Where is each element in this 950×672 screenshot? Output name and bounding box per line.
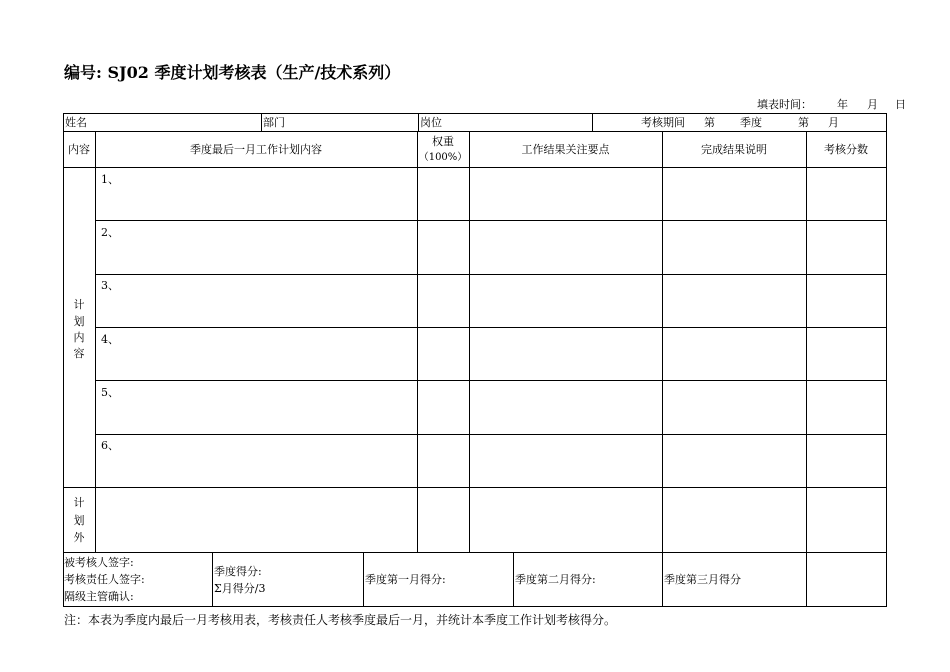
period-di: 第 bbox=[704, 116, 715, 129]
period-label: 考核期间 bbox=[641, 116, 685, 129]
month1-score-label: 季度第一月得分: bbox=[365, 573, 446, 586]
header-score: 考核分数 bbox=[824, 143, 868, 156]
position-label: 岗位 bbox=[420, 116, 442, 129]
header-result: 完成结果说明 bbox=[701, 143, 767, 156]
name-label: 姓名 bbox=[65, 116, 87, 129]
plan-item-number: 4、 bbox=[101, 333, 119, 346]
plan-item-number: 5、 bbox=[101, 386, 119, 399]
month2-score-label: 季度第二月得分: bbox=[515, 573, 596, 586]
header-plan-content: 季度最后一月工作计划内容 bbox=[190, 143, 322, 156]
fill-year: 年 bbox=[837, 98, 848, 111]
plan-label-char: 计 bbox=[73, 298, 85, 311]
month3-score-label: 季度第三月得分 bbox=[664, 573, 741, 586]
quarter-score-formula: Σ月得分/3 bbox=[214, 582, 266, 595]
fill-date bbox=[757, 96, 906, 112]
plan-label-char: 内 bbox=[73, 331, 85, 344]
plan-label-char: 划 bbox=[73, 315, 85, 328]
plan-item-number: 6、 bbox=[101, 439, 119, 452]
header-weight: 权重 bbox=[432, 135, 454, 148]
dept-label: 部门 bbox=[263, 116, 285, 129]
period-month: 月 bbox=[828, 116, 839, 129]
header-focus: 工作结果关注要点 bbox=[521, 143, 610, 156]
period-season: 季度 bbox=[740, 116, 762, 129]
form-title: 编号: SJ02 季度计划考核表（生产/技术系列） bbox=[64, 63, 401, 82]
signed-person-label: 被考核人签字: bbox=[64, 556, 134, 569]
outside-label-char: 外 bbox=[73, 531, 85, 544]
period-di2: 第 bbox=[798, 116, 809, 129]
fill-month: 月 bbox=[867, 98, 878, 111]
plan-item-number: 1、 bbox=[101, 173, 119, 186]
fill-time-label: 填表时间： bbox=[757, 98, 812, 111]
outside-label-char: 划 bbox=[73, 514, 85, 527]
plan-item-number: 2、 bbox=[101, 226, 119, 239]
header-weight-percent: （100%） bbox=[418, 152, 468, 163]
plan-label-char: 容 bbox=[73, 347, 85, 360]
outside-label-char: 计 bbox=[73, 496, 85, 509]
signed-resp-label: 考核责任人签字: bbox=[64, 573, 145, 586]
quarter-score-label: 季度得分: bbox=[214, 565, 262, 578]
fill-day: 日 bbox=[895, 98, 906, 111]
footnote: 注：本表为季度内最后一月考核用表，考核责任人考核季度最后一月，并统计本季度工作计划考核得分。 bbox=[64, 613, 617, 627]
plan-item-number: 3、 bbox=[101, 279, 119, 292]
header-content: 内容 bbox=[68, 143, 90, 156]
signed-supervisor-label: 隔级主管确认: bbox=[64, 590, 134, 603]
